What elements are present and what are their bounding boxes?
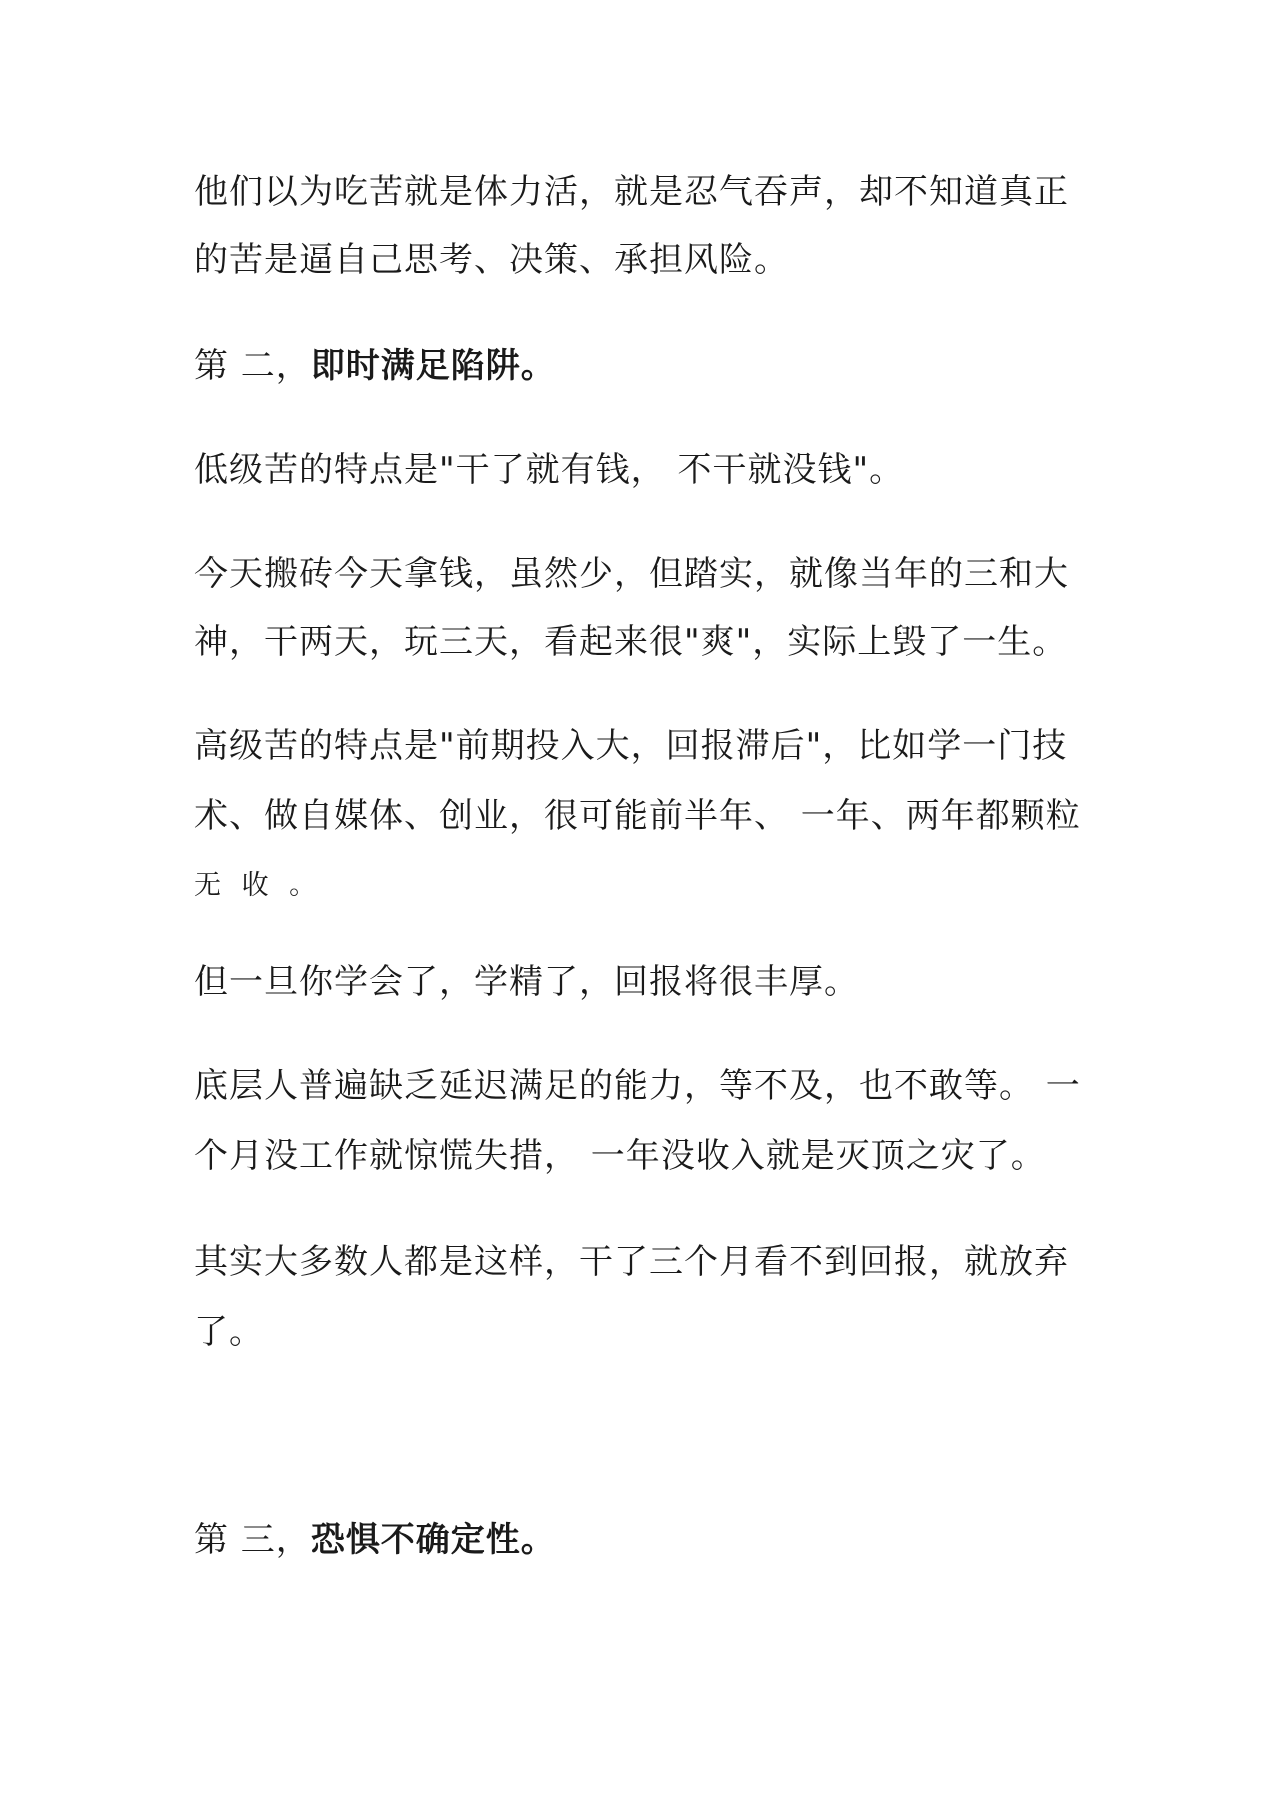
paragraph-4-line-1: 高级苦的特点是"前期投入大，回报滞后"，比如学一门技 — [194, 726, 1068, 766]
paragraph-3-line-1: 今天搬砖今天拿钱，虽然少，但踏实，就像当年的三和大 — [194, 554, 1069, 594]
section-heading-2-title: 即时满足陷阱。 — [310, 346, 556, 386]
paragraph-1-line-1: 他们以为吃苦就是体力活，就是忍气吞声，却不知道真正 — [194, 172, 1069, 212]
paragraph-2-line-1: 低级苦的特点是"干了就有钱， 不干就没钱"。 — [194, 450, 905, 490]
paragraph-3-line-2: 神，干两天，玩三天，看起来很"爽"，实际上毁了一生。 — [194, 622, 1068, 662]
paragraph-5-line-1: 但一旦你学会了，学精了，回报将很丰厚。 — [194, 962, 859, 1002]
paragraph-1-line-2: 的苦是逼自己思考、决策、承担风险。 — [194, 240, 789, 280]
paragraph-7-line-2: 了。 — [194, 1312, 264, 1352]
section-heading-3-title: 恐惧不确定性。 — [310, 1520, 556, 1560]
paragraph-6-line-2: 个月没工作就惊慌失措， 一年没收入就是灭顶之灾了。 — [194, 1136, 1046, 1176]
section-heading-2 — [194, 344, 556, 388]
paragraph-6-line-1: 底层人普遍缺乏延迟满足的能力，等不及，也不敢等。 一 — [194, 1066, 1081, 1106]
section-heading-3-prefix: 第 三， — [194, 1520, 311, 1560]
paragraph-4-line-2: 术、做自媒体、创业，很可能前半年、 一年、两年都颗粒 — [194, 796, 1081, 836]
section-heading-3 — [194, 1518, 556, 1562]
paragraph-7-line-1: 其实大多数人都是这样，干了三个月看不到回报，就放弃 — [194, 1242, 1069, 1282]
paragraph-4-line-3: 无 收 。 — [194, 870, 323, 901]
section-heading-2-prefix: 第 二， — [194, 346, 311, 386]
